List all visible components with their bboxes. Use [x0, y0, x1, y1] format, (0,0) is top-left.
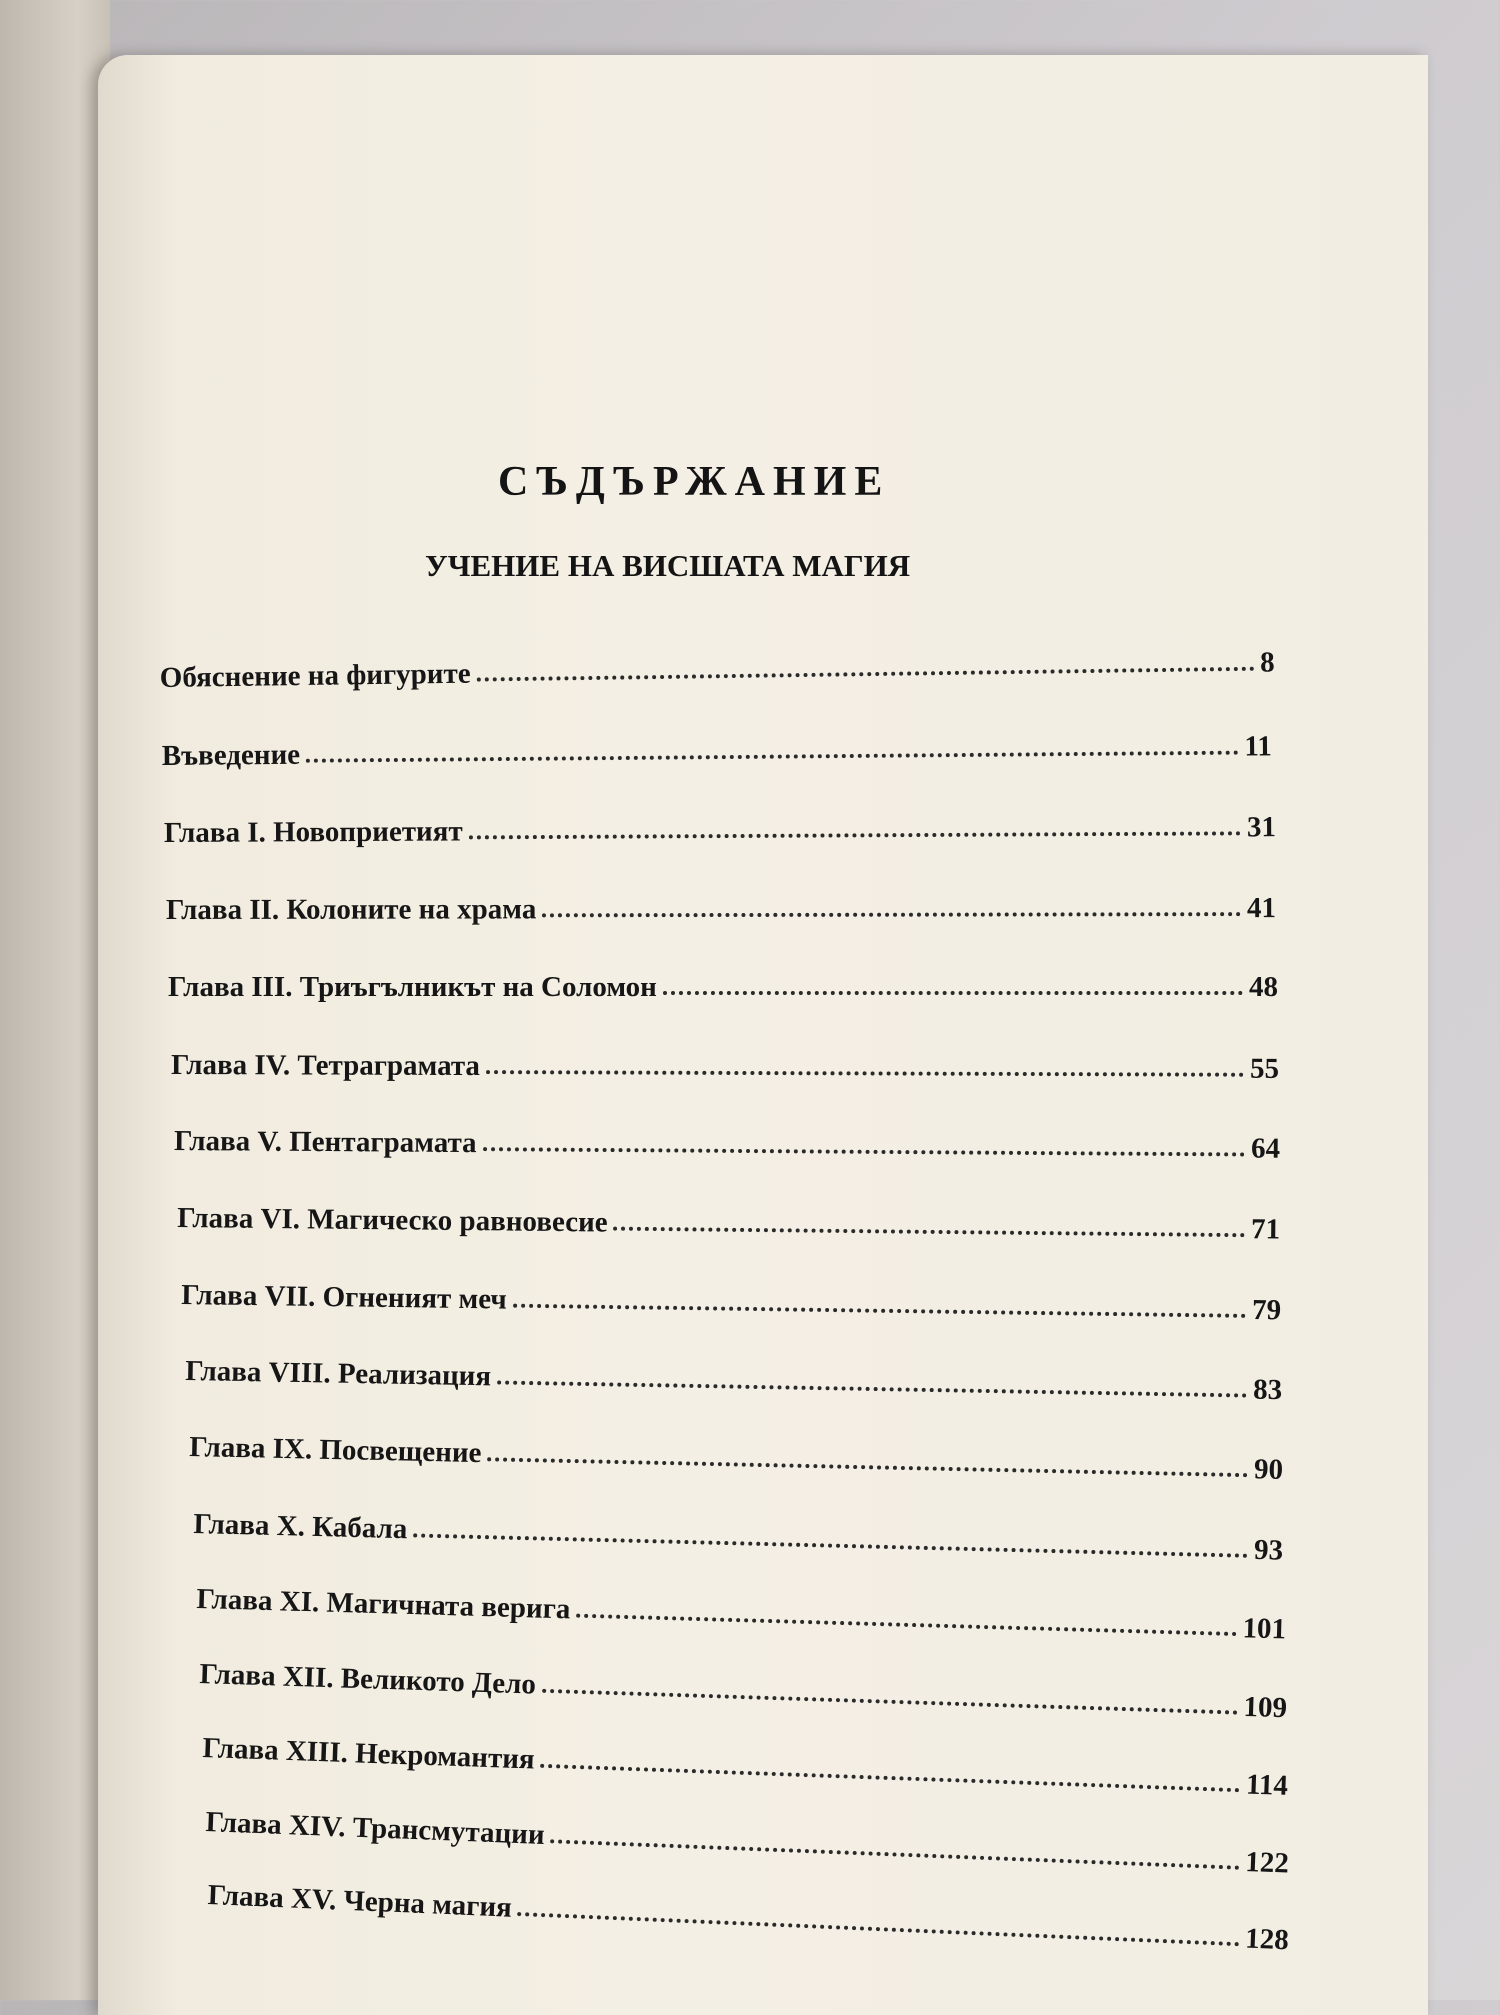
toc-entry-label: Глава XII. Великото Дело — [199, 1658, 537, 1701]
toc-entry-page: 83 — [1252, 1373, 1283, 1407]
dot-leader — [614, 1227, 1246, 1238]
toc-entry — [181, 1272, 1281, 1327]
toc-entry — [177, 1195, 1280, 1247]
toc-entry — [207, 1872, 1290, 1957]
toc-entry-page: 11 — [1244, 730, 1272, 763]
toc-entry-page: 79 — [1251, 1293, 1282, 1327]
toc-entry-page: 55 — [1249, 1052, 1280, 1085]
dot-leader — [542, 912, 1241, 917]
toc-entry-page: 90 — [1253, 1453, 1284, 1486]
dot-leader — [483, 1147, 1245, 1156]
dot-leader — [550, 1839, 1239, 1869]
toc-entry — [159, 639, 1274, 695]
toc-entry-label: Глава IX. Посвещение — [189, 1431, 482, 1470]
toc-entry-page: 8 — [1259, 646, 1275, 679]
toc-entry-label: Глава I. Новоприетият — [163, 815, 463, 849]
toc-entry — [199, 1651, 1288, 1725]
toc-entry-label: Глава VIII. Реализация — [185, 1355, 492, 1393]
toc-entry-label: Глава IV. Тетраграмата — [171, 1049, 481, 1083]
toc-entry-page: 128 — [1244, 1922, 1290, 1957]
toc-entry-page: 31 — [1246, 811, 1276, 844]
toc-entry-label: Глава VI. Магическо равновесие — [177, 1202, 608, 1239]
toc-entry — [189, 1424, 1284, 1487]
dot-leader — [576, 1614, 1236, 1636]
toc-entry — [171, 1042, 1279, 1086]
toc-entry-label: Глава VII. Огненият меч — [181, 1279, 507, 1316]
toc-entry-page: 93 — [1253, 1533, 1284, 1567]
toc-entry-page: 41 — [1246, 892, 1276, 925]
dot-leader — [513, 1304, 1246, 1318]
page-title: СЪДЪРЖАНИЕ — [498, 459, 891, 505]
toc-entry-page: 122 — [1244, 1845, 1290, 1880]
section-subtitle: УЧЕНИЕ НА ВИСШАТА МАГИЯ — [425, 548, 911, 583]
toc-entry-label: Глава X. Кабала — [193, 1508, 408, 1546]
dot-leader — [542, 1689, 1238, 1715]
toc-entry — [193, 1501, 1284, 1568]
toc-entry-label: Глава II. Колоните на храма — [165, 893, 537, 926]
toc-entry-label: Въведение — [161, 738, 301, 773]
toc-entry — [166, 885, 1276, 927]
toc-entry — [185, 1348, 1283, 1407]
toc-entry — [202, 1725, 1289, 1803]
dot-leader — [540, 1764, 1240, 1792]
dot-leader — [306, 751, 1238, 763]
toc-entry-page: 71 — [1250, 1213, 1281, 1246]
dot-leader — [477, 667, 1255, 682]
toc-entry-label: Глава III. Триъгълникът на Соломон — [168, 971, 657, 1003]
toc-entry-label: Глава XV. Черна магия — [207, 1879, 513, 1924]
toc-entry — [174, 1118, 1280, 1166]
toc-entry-label: Глава XI. Магичната верига — [196, 1583, 571, 1626]
dot-leader — [487, 1457, 1248, 1477]
toc-entry-page: 114 — [1245, 1768, 1289, 1802]
toc-entry-label: Обяснение на фигурите — [159, 657, 471, 695]
dot-leader — [517, 1912, 1239, 1946]
toc-entry — [164, 804, 1276, 850]
toc-entry-label: Глава V. Пентаграмата — [174, 1125, 477, 1160]
dot-leader — [497, 1380, 1247, 1397]
toc-entry-label: Глава XIV. Трансмутации — [205, 1806, 546, 1852]
toc-entry — [162, 723, 1272, 773]
toc-entry — [168, 964, 1278, 1004]
toc-entry — [205, 1799, 1290, 1881]
toc-entry — [196, 1576, 1287, 1646]
toc-entry-page: 48 — [1249, 971, 1278, 1003]
dot-leader — [469, 831, 1241, 839]
dot-leader — [413, 1533, 1248, 1557]
toc-entry-label: Глава XIII. Некромантия — [202, 1732, 536, 1776]
toc-entry-page: 109 — [1243, 1690, 1288, 1725]
toc-entry-page: 101 — [1242, 1612, 1287, 1646]
dot-leader — [486, 1070, 1244, 1077]
dot-leader — [663, 991, 1243, 995]
toc-entry-page: 64 — [1250, 1132, 1281, 1165]
